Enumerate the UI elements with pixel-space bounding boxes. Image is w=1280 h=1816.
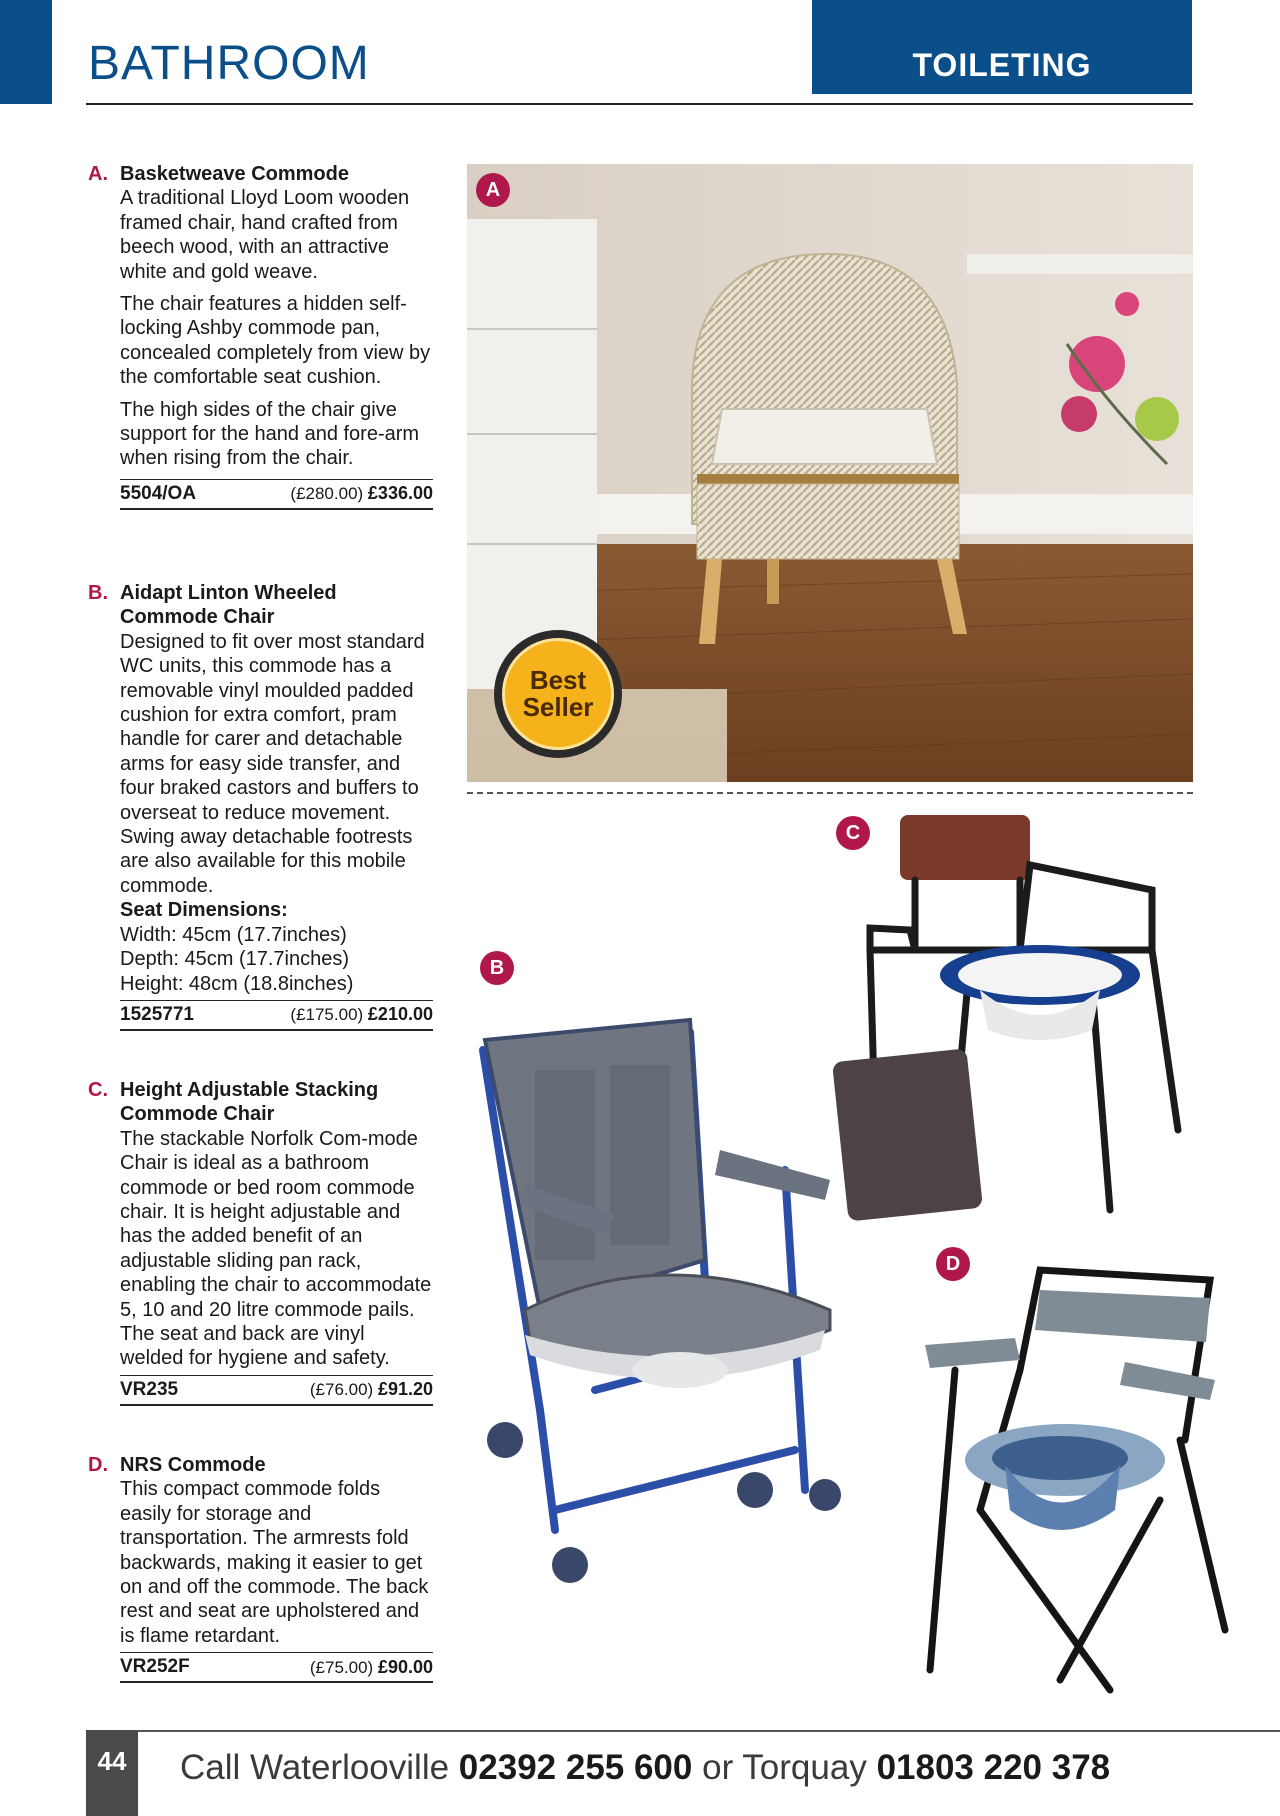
product-code: 1525771 — [120, 1003, 194, 1025]
price-row — [120, 1375, 433, 1406]
product-letter: B. — [88, 582, 108, 604]
product-title: Basketweave Commode — [120, 163, 349, 185]
product-a — [88, 162, 433, 510]
section-title: BATHROOM — [88, 37, 370, 90]
product-code: 5504/OA — [120, 482, 197, 504]
image-label-a: A — [476, 173, 510, 207]
seat-dimensions: Seat Dimensions: Width: 45cm (17.7inches) Depth: 45cm (17.7inches) Height: 48cm (18.8inches) — [120, 899, 354, 995]
product-c — [88, 1078, 433, 1406]
phone-waterlooville: 02392 255 600 — [458, 1748, 693, 1787]
price: (£76.00) £91.20 — [309, 1379, 433, 1400]
price-row — [120, 1652, 433, 1683]
image-label-b: B — [480, 951, 514, 985]
phone-torquay: 01803 220 378 — [876, 1748, 1111, 1787]
image-divider — [467, 792, 1193, 794]
header-corner-bar — [0, 0, 52, 104]
wheeled-commode-image — [465, 1010, 885, 1585]
footer-contact: Call Waterlooville 02392 255 600 or Torquay 01803 220 378 — [180, 1748, 1111, 1787]
product-description: A traditional Lloyd Loom wooden framed chair, hand crafted from beech wood, with an attractive white and gold weave. The chair features a hidden self-locking Ashby commode pan, concealed completely from view by the comfortable seat cushion. The high sides of the chair give support for the hand and fore-arm when rising from the chair. — [120, 187, 431, 470]
price: (£280.00) £336.00 — [290, 483, 433, 504]
product-letter: A. — [88, 163, 108, 185]
product-b — [88, 581, 433, 1031]
product-description: This compact commode folds easily for storage and transportation. The armrests fold backwards, making it easier to get on and off the commode. The back rest and seat are upholstered and is flame retardant. — [120, 1478, 429, 1647]
best-seller-badge: Best Seller — [494, 630, 622, 758]
image-label-d: D — [936, 1247, 970, 1281]
footer-divider — [138, 1730, 1280, 1732]
product-letter: D. — [88, 1454, 108, 1476]
price: (£175.00) £210.00 — [290, 1004, 433, 1025]
header-divider — [86, 103, 1193, 105]
product-description: Designed to fit over most standard WC units, this commode has a removable vinyl moulded padded cushion for extra comfort, pram handle for carer and detachable arms for easy side transfer, and four braked castors and buffers to overseat to reduce movement. Swing away detachable footrests are also available for this mobile commode. — [120, 630, 425, 897]
product-title: Height Adjustable Stacking Commode Chair — [120, 1079, 379, 1126]
product-letter: C. — [88, 1079, 108, 1101]
page-number: 44 — [86, 1730, 138, 1816]
price-row — [120, 1000, 433, 1031]
product-d — [88, 1453, 433, 1683]
product-title: Aidapt Linton Wheeled Commode Chair — [120, 582, 337, 629]
category-tab: TOILETING — [812, 0, 1192, 94]
product-title: NRS Commode — [120, 1454, 266, 1476]
product-code: VR235 — [120, 1378, 179, 1400]
product-description: The stackable Norfolk Com-mode Chair is ideal as a bathroom commode or bed room commode chair. It is height adjustable and has the added benefit of an adjustable sliding pan rack, enabling the chair to accommodate 5, 10 and 20 litre commode pails. The seat and back are vinyl welded for hygiene and safety. — [120, 1127, 432, 1370]
image-label-c: C — [836, 816, 870, 850]
product-code: VR252F — [120, 1656, 190, 1678]
nrs-commode-image — [910, 1250, 1250, 1710]
price: (£75.00) £90.00 — [309, 1656, 433, 1677]
price-row — [120, 479, 433, 510]
